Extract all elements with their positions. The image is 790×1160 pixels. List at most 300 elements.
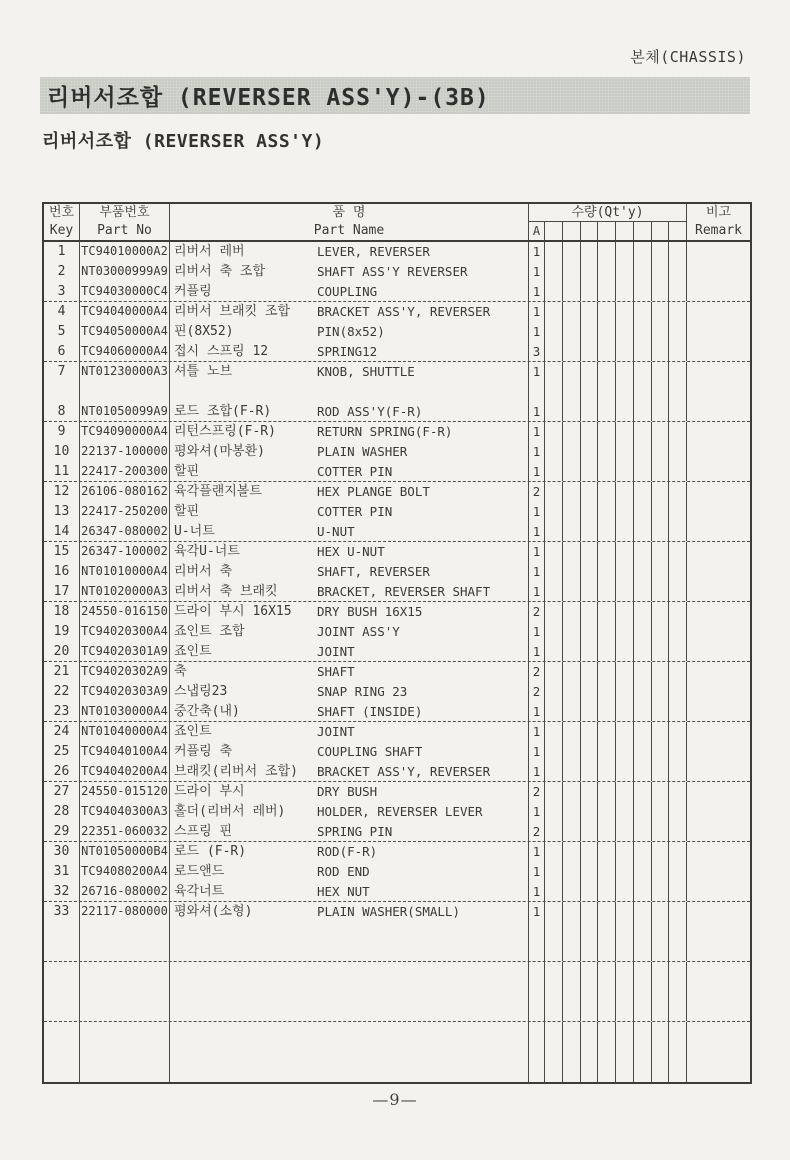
cell-qty-empty [581,442,599,462]
cell-key: 29 [44,822,80,841]
part-name-korean: 중간축(내) [174,704,240,719]
cell-remark [687,702,750,721]
cell-qty-empty [652,542,670,562]
cell-qty-empty [545,402,563,421]
cell-qty-empty [634,622,652,642]
cell-qty-empty [581,722,599,742]
cell-remark [687,242,750,262]
cell-qty-empty [598,742,616,762]
cell-qty-empty [563,302,581,322]
cell-qty-empty [652,362,670,402]
cell-qty-empty [669,622,687,642]
cell-part-name [170,262,529,282]
cell-qty-empty [634,562,652,582]
empty-cell [545,962,563,1021]
cell-qty-empty [652,582,670,601]
cell-qty-empty [616,562,634,582]
cell-remark [687,342,750,361]
cell-qty-empty [545,702,563,721]
part-name-english: SHAFT ASS'Y REVERSER [317,264,468,279]
cell-part-no: NT01050099A9 [80,402,170,421]
cell-qty-empty [581,782,599,802]
cell-qty-empty [563,242,581,262]
header-qty-col-empty [581,222,599,240]
cell-qty-a: 1 [529,542,545,562]
cell-qty-empty [616,842,634,862]
header-partno-en: Part No [97,223,152,238]
cell-key: 26 [44,762,80,781]
cell-part-no: TC94040000A4 [80,302,170,322]
cell-qty-empty [563,502,581,522]
table-row [44,662,750,682]
cell-qty-empty [598,842,616,862]
cell-part-name [170,722,529,742]
header-qty-col-empty [652,222,670,240]
cell-qty-empty [581,302,599,322]
cell-part-no: TC94020300A4 [80,622,170,642]
cell-qty-empty [652,822,670,841]
cell-qty-empty [545,602,563,622]
cell-qty-empty [652,602,670,622]
cell-part-no: 22137-100000 [80,442,170,462]
cell-qty-empty [669,262,687,282]
cell-key: 20 [44,642,80,661]
table-row [44,582,750,602]
cell-qty-empty [652,522,670,541]
cell-qty-a: 2 [529,662,545,682]
cell-part-name [170,442,529,462]
cell-qty-a: 3 [529,342,545,361]
part-name-korean: 죠인트 [174,644,212,659]
cell-qty-empty [634,402,652,421]
cell-qty-empty [581,342,599,361]
cell-qty-empty [616,402,634,421]
cell-qty-empty [616,442,634,462]
cell-qty-a: 1 [529,422,545,442]
empty-cell [669,1022,687,1082]
cell-part-name [170,562,529,582]
cell-key: 18 [44,602,80,622]
cell-qty-empty [581,602,599,622]
table-row [44,482,750,502]
cell-qty-empty [634,342,652,361]
cell-qty-empty [634,822,652,841]
cell-qty-empty [563,802,581,822]
cell-remark [687,842,750,862]
cell-remark [687,802,750,822]
table-row [44,342,750,362]
cell-qty-empty [598,542,616,562]
part-name-korean: 스냅링23 [174,684,228,699]
cell-remark [687,402,750,421]
part-name-english: LEVER, REVERSER [317,244,430,259]
cell-part-name [170,882,529,901]
empty-cell [581,962,599,1021]
header-qty [529,204,687,240]
cell-qty-empty [669,562,687,582]
cell-qty-empty [598,522,616,541]
cell-remark [687,762,750,781]
cell-remark [687,682,750,702]
cell-part-name [170,242,529,262]
cell-qty-empty [634,422,652,442]
cell-qty-empty [581,322,599,342]
cell-qty-empty [616,662,634,682]
cell-qty-empty [652,742,670,762]
cell-qty-empty [581,462,599,481]
cell-key: 4 [44,302,80,322]
cell-qty-empty [669,422,687,442]
empty-row-group [44,962,750,1022]
cell-qty-empty [563,582,581,601]
cell-key: 6 [44,342,80,361]
cell-qty-empty [545,742,563,762]
cell-part-no: TC94090000A4 [80,422,170,442]
header-qty-label: 수량(Qt'y) [529,204,686,222]
header-partno-ko: 부품번호 [99,205,150,220]
cell-qty-empty [545,542,563,562]
empty-cell [652,1022,670,1082]
header-qty-col-empty [563,222,581,240]
cell-qty-empty [669,462,687,481]
cell-qty-empty [563,642,581,661]
cell-key: 24 [44,722,80,742]
cell-key: 5 [44,322,80,342]
part-name-korean: 접시 스프링 12 [174,344,269,359]
part-name-english: JOINT ASS'Y [317,624,400,639]
part-name-english: SPRING PIN [317,824,393,839]
part-name-korean: 평와셔(소형) [174,904,253,919]
table-row [44,422,750,442]
header-qty-col-empty [669,222,687,240]
cell-qty-empty [669,862,687,882]
cell-part-no: TC94030000C4 [80,282,170,301]
cell-part-name [170,862,529,882]
cell-qty-a: 2 [529,482,545,502]
cell-qty-empty [669,682,687,702]
cell-qty-empty [616,362,634,402]
part-name-korean: 리버서 브래킷 조합 [174,304,291,319]
cell-qty-empty [652,262,670,282]
cell-qty-empty [634,722,652,742]
cell-qty-empty [652,682,670,702]
cell-part-name [170,342,529,361]
cell-qty-empty [563,482,581,502]
cell-qty-empty [652,462,670,481]
part-name-english: DRY BUSH 16X15 [317,604,423,619]
empty-cell [80,922,170,961]
header-remark-ko: 비고 [705,205,732,220]
cell-qty-empty [581,862,599,882]
cell-qty-empty [669,642,687,661]
cell-qty-empty [563,522,581,541]
cell-part-name [170,482,529,502]
cell-qty-empty [616,302,634,322]
cell-key: 16 [44,562,80,582]
cell-qty-empty [598,622,616,642]
table-row [44,642,750,662]
table-row [44,902,750,922]
table-row [44,882,750,902]
cell-part-no: 26347-080002 [80,522,170,541]
cell-qty-empty [545,662,563,682]
cell-qty-empty [616,762,634,781]
cell-key: 3 [44,282,80,301]
empty-cell [170,1022,529,1082]
cell-qty-empty [669,342,687,361]
cell-qty-a: 1 [529,622,545,642]
cell-remark [687,462,750,481]
header-qty-col-empty [545,222,563,240]
table-row [44,442,750,462]
cell-qty-empty [669,542,687,562]
cell-qty-empty [616,502,634,522]
empty-cell [545,1022,563,1082]
part-name-english: RETURN SPRING(F-R) [317,424,453,439]
cell-part-no: TC94080200A4 [80,862,170,882]
part-name-korean: 평와셔(마봉환) [174,444,266,459]
cell-part-no: NT01040000A4 [80,722,170,742]
cell-key: 15 [44,542,80,562]
cell-qty-empty [634,502,652,522]
cell-qty-empty [545,562,563,582]
cell-qty-empty [652,242,670,262]
empty-cell [563,962,581,1021]
empty-cell [529,1022,545,1082]
cell-qty-empty [598,462,616,481]
part-name-korean: 죠인트 조합 [174,624,245,639]
cell-qty-empty [545,842,563,862]
cell-qty-empty [598,362,616,402]
cell-remark [687,722,750,742]
cell-part-name [170,362,529,402]
part-name-korean: 축 [174,664,187,679]
table-row [44,242,750,262]
part-name-english: PLAIN WASHER(SMALL) [317,904,460,919]
parts-table [42,202,752,1084]
cell-qty-empty [545,862,563,882]
cell-qty-empty [581,502,599,522]
cell-qty-empty [669,802,687,822]
cell-part-name [170,762,529,781]
cell-qty-empty [581,742,599,762]
cell-qty-empty [634,802,652,822]
cell-qty-empty [598,402,616,421]
cell-qty-empty [616,722,634,742]
part-name-english: ROD END [317,864,370,879]
cell-qty-empty [598,822,616,841]
cell-remark [687,862,750,882]
cell-qty-empty [616,622,634,642]
table-row [44,842,750,862]
part-name-english: U-NUT [317,524,355,539]
cell-qty-empty [581,242,599,262]
cell-qty-empty [545,502,563,522]
cell-qty-empty [652,702,670,721]
cell-qty-empty [652,282,670,301]
cell-qty-a: 1 [529,742,545,762]
cell-part-no: NT01230000A3 [80,362,170,402]
cell-qty-empty [669,522,687,541]
empty-cell [80,962,170,1021]
cell-qty-empty [669,362,687,402]
cell-key: 19 [44,622,80,642]
part-name-english: HEX PLANGE BOLT [317,484,430,499]
cell-qty-empty [652,342,670,361]
cell-key: 33 [44,902,80,922]
part-name-korean: 리버서 축 조합 [174,264,266,279]
cell-qty-empty [581,402,599,421]
table-row [44,402,750,422]
empty-cell [44,1022,80,1082]
cell-qty-empty [616,342,634,361]
cell-qty-empty [652,662,670,682]
cell-part-name [170,822,529,841]
cell-key: 27 [44,782,80,802]
cell-qty-empty [652,842,670,862]
cell-part-no: NT01020000A3 [80,582,170,601]
cell-qty-empty [616,262,634,282]
cell-qty-empty [598,882,616,901]
cell-qty-empty [545,522,563,541]
empty-cell [598,1022,616,1082]
cell-qty-empty [669,602,687,622]
cell-qty-empty [598,242,616,262]
cell-part-name [170,302,529,322]
cell-qty-empty [616,422,634,442]
empty-cell [616,1022,634,1082]
cell-qty-empty [581,482,599,502]
cell-qty-empty [545,342,563,361]
cell-qty-a: 1 [529,642,545,661]
cell-part-name [170,282,529,301]
cell-qty-empty [634,842,652,862]
cell-qty-empty [598,282,616,301]
table-row [44,522,750,542]
cell-qty-empty [545,282,563,301]
cell-qty-empty [545,362,563,402]
cell-qty-empty [563,562,581,582]
cell-key: 14 [44,522,80,541]
cell-qty-empty [634,642,652,661]
part-name-english: PIN(8x52) [317,324,385,339]
cell-qty-empty [563,722,581,742]
cell-part-no: 22351-060032 [80,822,170,841]
table-header-row [44,204,750,242]
cell-qty-a: 1 [529,582,545,601]
cell-qty-empty [563,342,581,361]
cell-part-name [170,622,529,642]
table-row [44,702,750,722]
empty-cell [598,922,616,961]
empty-cell [80,1022,170,1082]
empty-cell [687,962,750,1021]
cell-part-no: 26347-100002 [80,542,170,562]
cell-remark [687,502,750,522]
part-name-english: COUPLING SHAFT [317,744,423,759]
cell-remark [687,642,750,661]
part-name-korean: 리턴스프링(F-R) [174,424,276,439]
table-row [44,542,750,562]
part-name-english: SPRING12 [317,344,378,359]
part-name-english: PLAIN WASHER [317,444,408,459]
empty-cell [634,922,652,961]
cell-qty-empty [634,582,652,601]
cell-remark [687,562,750,582]
cell-qty-empty [616,862,634,882]
cell-qty-empty [634,662,652,682]
cell-qty-empty [581,562,599,582]
cell-qty-a: 1 [529,362,545,402]
cell-part-no: 26106-080162 [80,482,170,502]
table-row [44,602,750,622]
cell-qty-empty [598,482,616,502]
cell-qty-empty [634,462,652,481]
cell-qty-empty [581,362,599,402]
part-name-english: JOINT [317,644,355,659]
empty-cell [529,962,545,1021]
cell-remark [687,742,750,762]
part-name-english: SNAP RING 23 [317,684,408,699]
part-name-english: ROD(F-R) [317,844,378,859]
cell-qty-a: 1 [529,402,545,421]
cell-qty-a: 1 [529,722,545,742]
cell-key: 30 [44,842,80,862]
cell-part-no: TC94020301A9 [80,642,170,661]
cell-qty-empty [598,262,616,282]
cell-part-name [170,522,529,541]
part-name-korean: 육각U-너트 [174,544,240,559]
cell-qty-empty [598,722,616,742]
cell-qty-empty [581,902,599,922]
cell-qty-empty [581,702,599,721]
page-title: 리버서조합 (REVERSER ASS'Y)-(3B) [47,85,490,111]
cell-qty-a: 1 [529,322,545,342]
cell-key: 13 [44,502,80,522]
cell-part-no: TC94020303A9 [80,682,170,702]
cell-qty-empty [669,702,687,721]
empty-cell [170,962,529,1021]
part-name-english: BRACKET, REVERSER SHAFT [317,584,491,599]
cell-qty-empty [634,542,652,562]
cell-remark [687,902,750,922]
empty-cell [616,922,634,961]
cell-qty-empty [581,822,599,841]
cell-qty-empty [563,762,581,781]
empty-cell [616,962,634,1021]
cell-qty-empty [669,842,687,862]
cell-qty-empty [669,482,687,502]
title-banner [40,77,750,114]
cell-qty-empty [634,742,652,762]
cell-qty-empty [581,622,599,642]
cell-qty-empty [545,762,563,781]
cell-qty-empty [545,782,563,802]
cell-part-name [170,322,529,342]
part-name-english: KNOB, SHUTTLE [317,364,415,379]
cell-qty-empty [616,482,634,502]
table-body [44,242,750,922]
page-subtitle: 리버서조합 (REVERSER ASS'Y) [42,131,325,152]
cell-qty-empty [581,662,599,682]
cell-qty-empty [545,322,563,342]
cell-qty-empty [563,862,581,882]
cell-qty-empty [616,882,634,901]
table-row [44,722,750,742]
empty-cell [652,922,670,961]
cell-qty-empty [669,762,687,781]
cell-qty-empty [634,262,652,282]
